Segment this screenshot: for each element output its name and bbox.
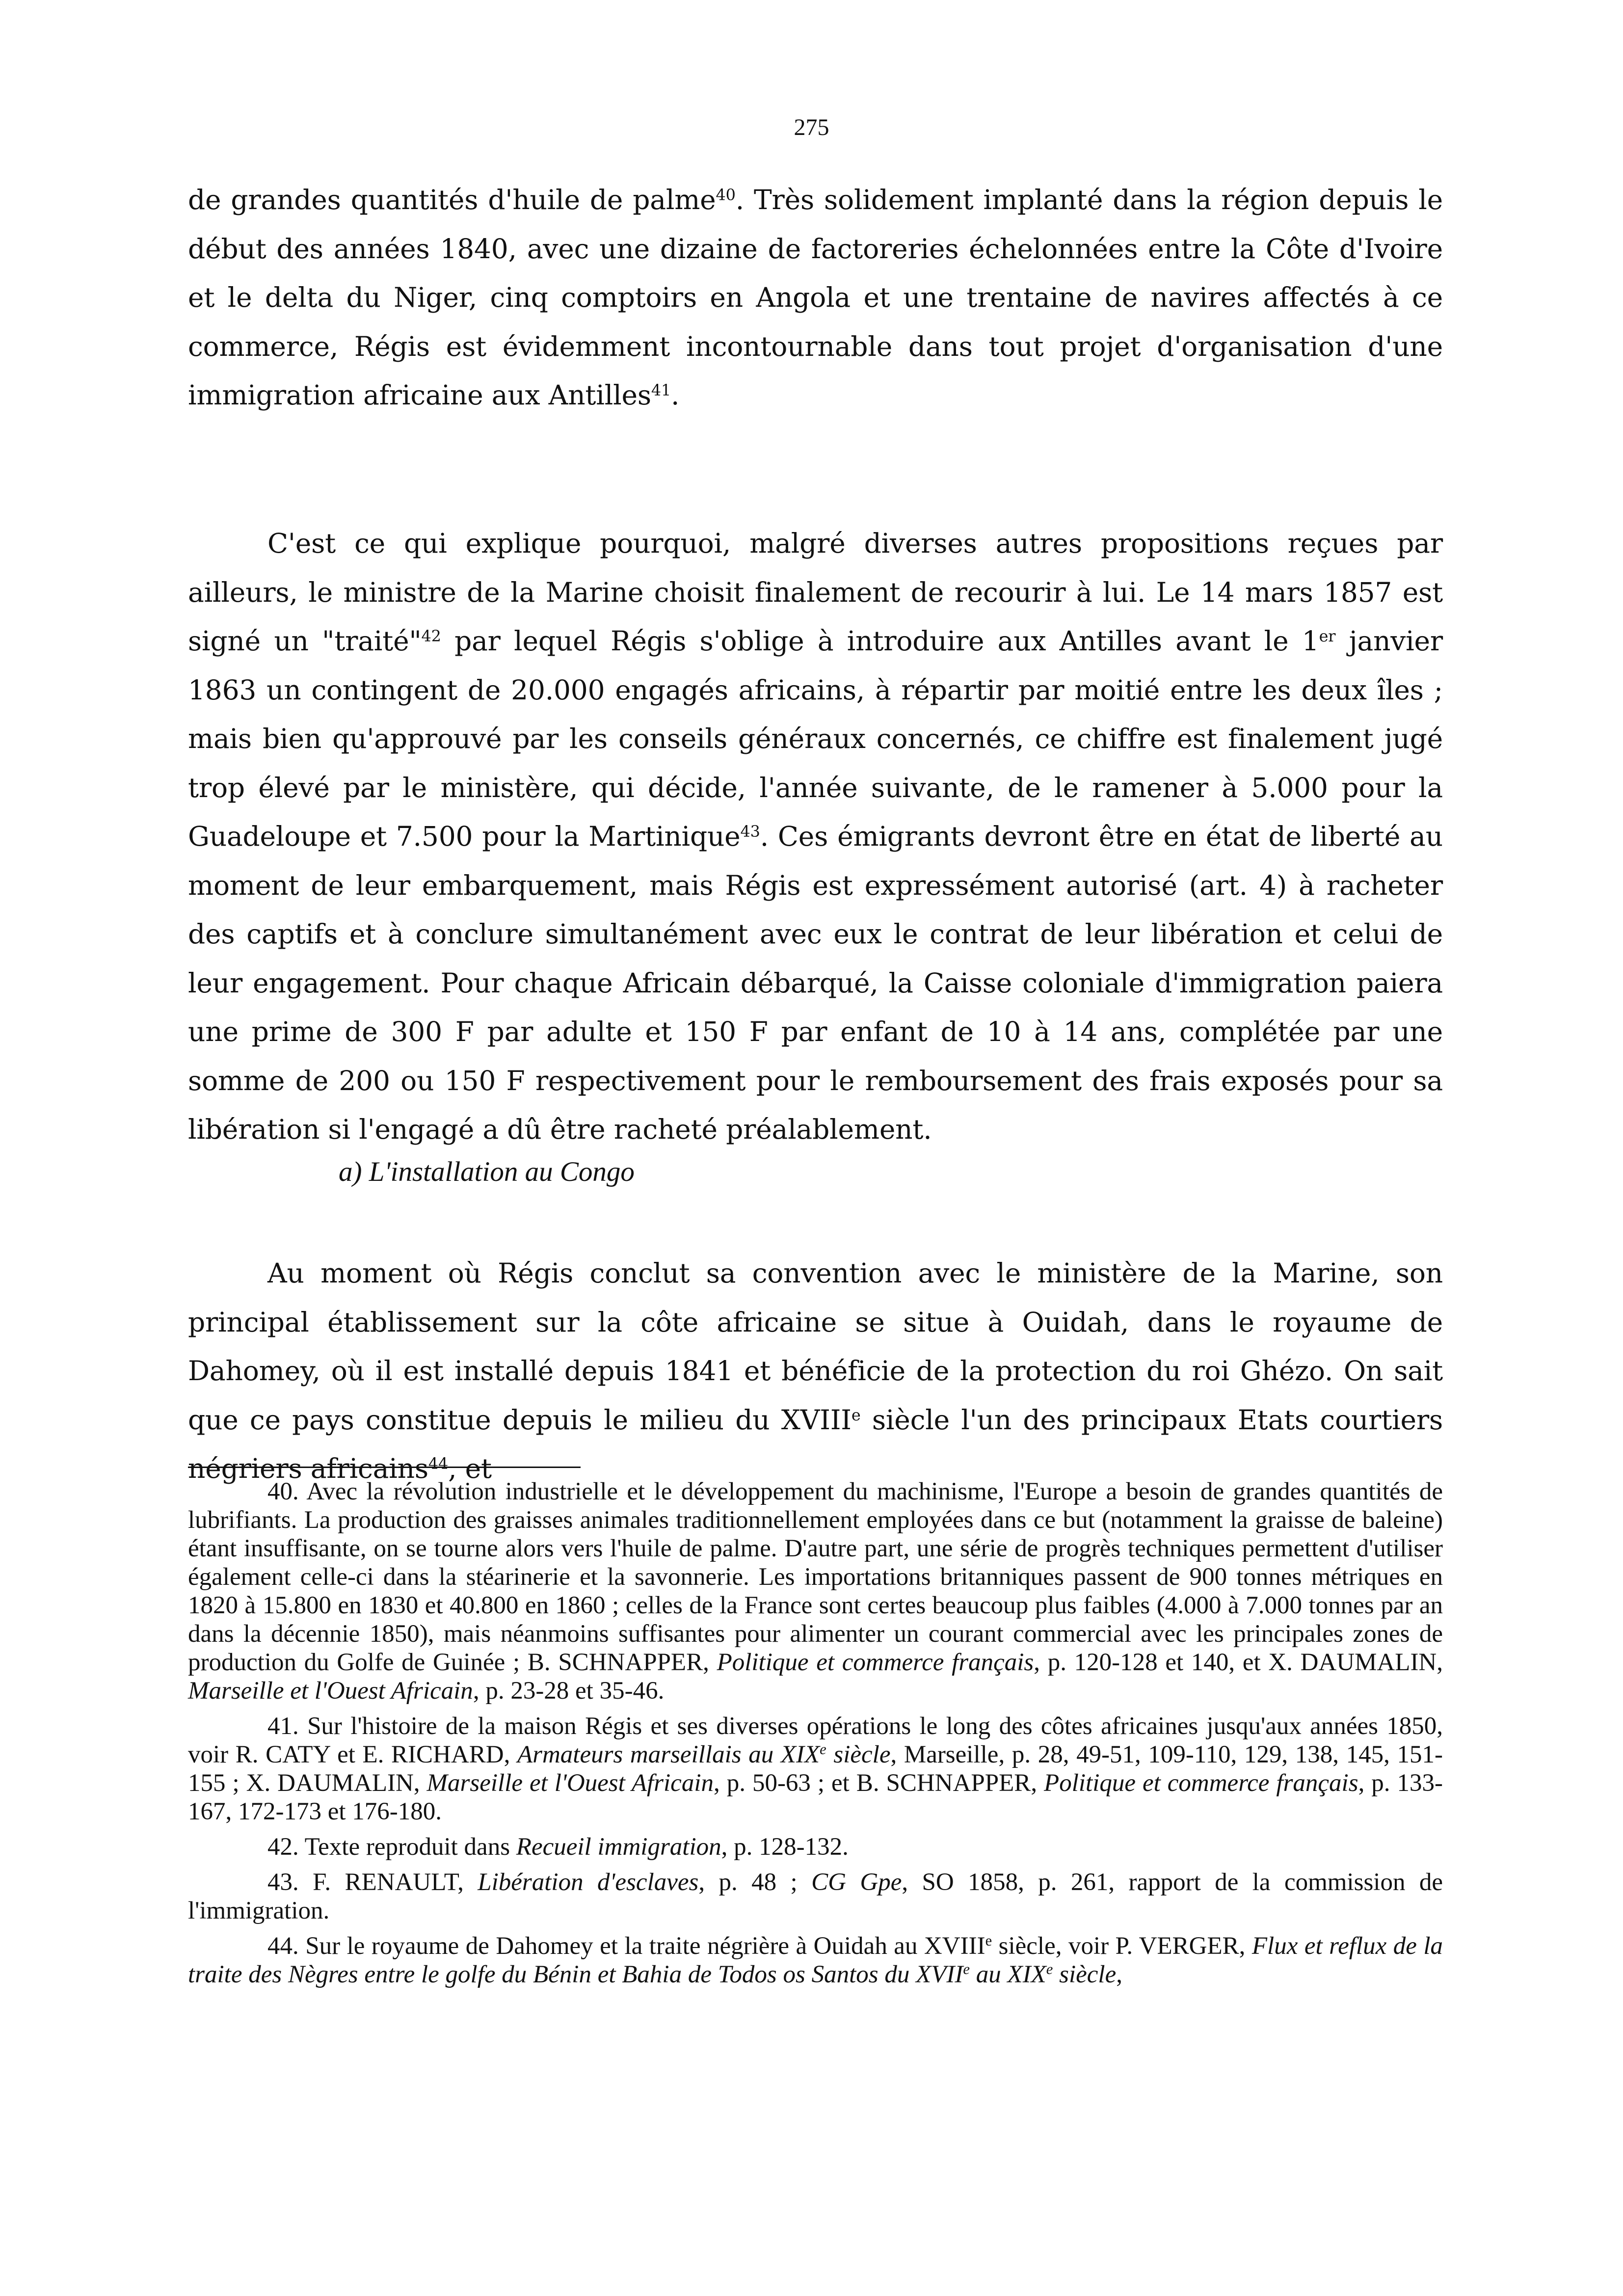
- footnote-text: , p. 128-132.: [721, 1833, 849, 1861]
- century-suffix: e: [1046, 1961, 1053, 1978]
- century-suffix: e: [820, 1741, 826, 1758]
- footnote-40: [188, 1477, 1443, 1705]
- cited-title: [517, 1741, 891, 1768]
- footnote-ref-40[interactable]: 40: [716, 186, 736, 205]
- page-number: 275: [794, 114, 829, 140]
- footnote-ref-43[interactable]: 43: [740, 822, 760, 841]
- ordinal-suffix: er: [1319, 627, 1336, 646]
- footnote-separator: [188, 1467, 581, 1468]
- footnote-text: 41. Sur l'histoire de la maison Régis et ses diverses opérations le long des côtes africaines jusqu'aux années 1850, voir R. CATY et E. RICHARD,: [188, 1712, 1443, 1768]
- footnote-text: , p. 48 ;: [698, 1869, 812, 1896]
- footnote-43: [188, 1868, 1443, 1925]
- footnote-text: siècle, voir P. VERGER,: [992, 1932, 1252, 1960]
- text: , et: [448, 1453, 492, 1484]
- footnote-ref-41[interactable]: 41: [651, 381, 671, 400]
- cited-title: Marseille et l'Ouest Africain: [188, 1677, 473, 1705]
- text: siècle l'un des principaux Etats courtiers négriers africains: [188, 1404, 1443, 1484]
- cited-title: Politique et commerce français: [1044, 1769, 1358, 1797]
- text: .: [671, 379, 680, 411]
- footnotes: [188, 1477, 1443, 1996]
- century-suffix: e: [985, 1932, 992, 1949]
- text: . Ces émigrants devront être en état de liberté au moment de leur embarquement, mais Régis est expressément autorisé (art. 4) à racheter des captifs et à conclure simultanément avec eux le contrat de leur libération et celui de leur engagement. Pour chaque Africain débarqué, la Caisse coloniale d'immigration paiera une prime de 300 F par adulte et 150 F par enfant de 10 à 14 ans, complétée par une somme de 200 ou 150 F respectivement pour le remboursement des frais exposés pour sa libération si l'engagé a dû être racheté préalablement.: [188, 821, 1443, 1145]
- text: par lequel Régis s'oblige à introduire aux Antilles avant le 1: [441, 625, 1319, 657]
- paragraph-3: [188, 1249, 1443, 1494]
- footnote-text: , p. 50-63 ; et B. SCHNAPPER,: [714, 1769, 1044, 1797]
- cited-title-part: siècle: [826, 1741, 891, 1768]
- footnote-text: , p. 120-128 et 140, et X. DAUMALIN,: [1034, 1649, 1443, 1676]
- footnote-44: [188, 1932, 1443, 1989]
- footnote-ref-42[interactable]: 42: [421, 627, 441, 646]
- cited-title-part: au XIX: [969, 1961, 1046, 1988]
- text: Au moment où Régis conclut sa convention avec le ministère de la Marine, son principal établissement sur la côte africaine se situe à Ouidah, dans le royaume de Dahomey, où il est installé depuis 1841 et bénéficie de la protection du roi Ghézo. On sait que ce pays constitue depuis le milieu du XVIII: [188, 1257, 1443, 1436]
- footnote-text: , SO 1858, p. 261, rapport de la commission de l'immigration.: [188, 1869, 1443, 1924]
- cited-title: Libération d'esclaves: [478, 1869, 699, 1896]
- cited-title-part: siècle: [1053, 1961, 1117, 1988]
- footnote-42: [188, 1833, 1443, 1861]
- section-subheading: a) L'installation au Congo: [339, 1156, 635, 1187]
- cited-title: Politique et commerce français: [717, 1649, 1034, 1676]
- footnote-text: 44. Sur le royaume de Dahomey et la traite négrière à Ouidah au XVIII: [267, 1932, 985, 1960]
- footnote-text: , p. 23-28 et 35-46.: [473, 1677, 665, 1705]
- text: janvier 1863 un contingent de 20.000 engagés africains, à répartir par moitié entre les deux îles ; mais bien qu'approuvé par les conseils généraux concernés, ce chiffre est finalement jugé trop élevé par le ministère, qui décide, l'année suivante, de le ramener à 5.000 pour la Guadeloupe et 7.500 pour la Martinique: [188, 625, 1443, 852]
- cited-title: Marseille et l'Ouest Africain: [426, 1769, 714, 1797]
- cited-title-part: Flux et reflux de la traite des Nègres entre le golfe du Bénin et Bahia de Todos os Santos du XVII: [188, 1932, 1443, 1988]
- text: de grandes quantités d'huile de palme: [188, 184, 716, 215]
- century-suffix: e: [851, 1405, 861, 1424]
- footnote-text: 43. F. RENAULT,: [267, 1869, 478, 1896]
- century-suffix: e: [963, 1961, 970, 1978]
- footnote-text: 40. Avec la révolution industrielle et le développement du machinisme, l'Europe a besoin de grandes quantités de lubrifiants. La production des graisses animales traditionnellement employées dans ce but (notamment la graisse de baleine) étant insuffisante, on se tourne alors vers l'huile de palme. D'autre part, une série de progrès techniques permettent d'utiliser également celle-ci dans la stéarinerie et la savonnerie. Les importations britanniques passent de 900 tonnes métriques en 1820 à 15.800 en 1830 et 40.800 en 1860 ; celles de la France sont certes beaucoup plus faibles (4.000 à 7.000 tonnes par an dans la décennie 1850), mais néanmoins suffisantes pour alimenter un courant commercial avec les principales zones de production du Golfe de Guinée ; B. SCHNAPPER,: [188, 1478, 1443, 1676]
- cited-title: CG Gpe: [811, 1869, 902, 1896]
- cited-title: Recueil immigration: [516, 1833, 721, 1861]
- paragraph-1: [188, 176, 1443, 420]
- footnote-ref-44[interactable]: 44: [428, 1454, 449, 1473]
- footnote-41: [188, 1712, 1443, 1826]
- paragraph-2: [188, 519, 1443, 1154]
- cited-title-part: Armateurs marseillais au XIX: [517, 1741, 820, 1768]
- text: C'est ce qui explique pourquoi, malgré diverses autres propositions reçues par ailleurs, le ministre de la Marine choisit finalement de recourir à lui. Le 14 mars 1857 est signé un "traité": [188, 528, 1443, 657]
- footnote-text: , p. 133-167, 172-173 et 176-180.: [188, 1769, 1443, 1825]
- text: . Très solidement implanté dans la région depuis le début des années 1840, avec une dizaine de factoreries échelonnées entre la Côte d'Ivoire et le delta du Niger, cinq comptoirs en Angola et une trentaine de navires affectés à ce commerce, Régis est évidemment incontournable dans tout projet d'organisation d'une immigration africaine aux Antilles: [188, 184, 1443, 411]
- footnote-text: ,: [1116, 1961, 1122, 1988]
- footnote-text: , Marseille, p. 28, 49-51, 109-110, 129, 138, 145, 151-155 ; X. DAUMALIN,: [188, 1741, 1443, 1797]
- footnote-text: 42. Texte reproduit dans: [267, 1833, 516, 1861]
